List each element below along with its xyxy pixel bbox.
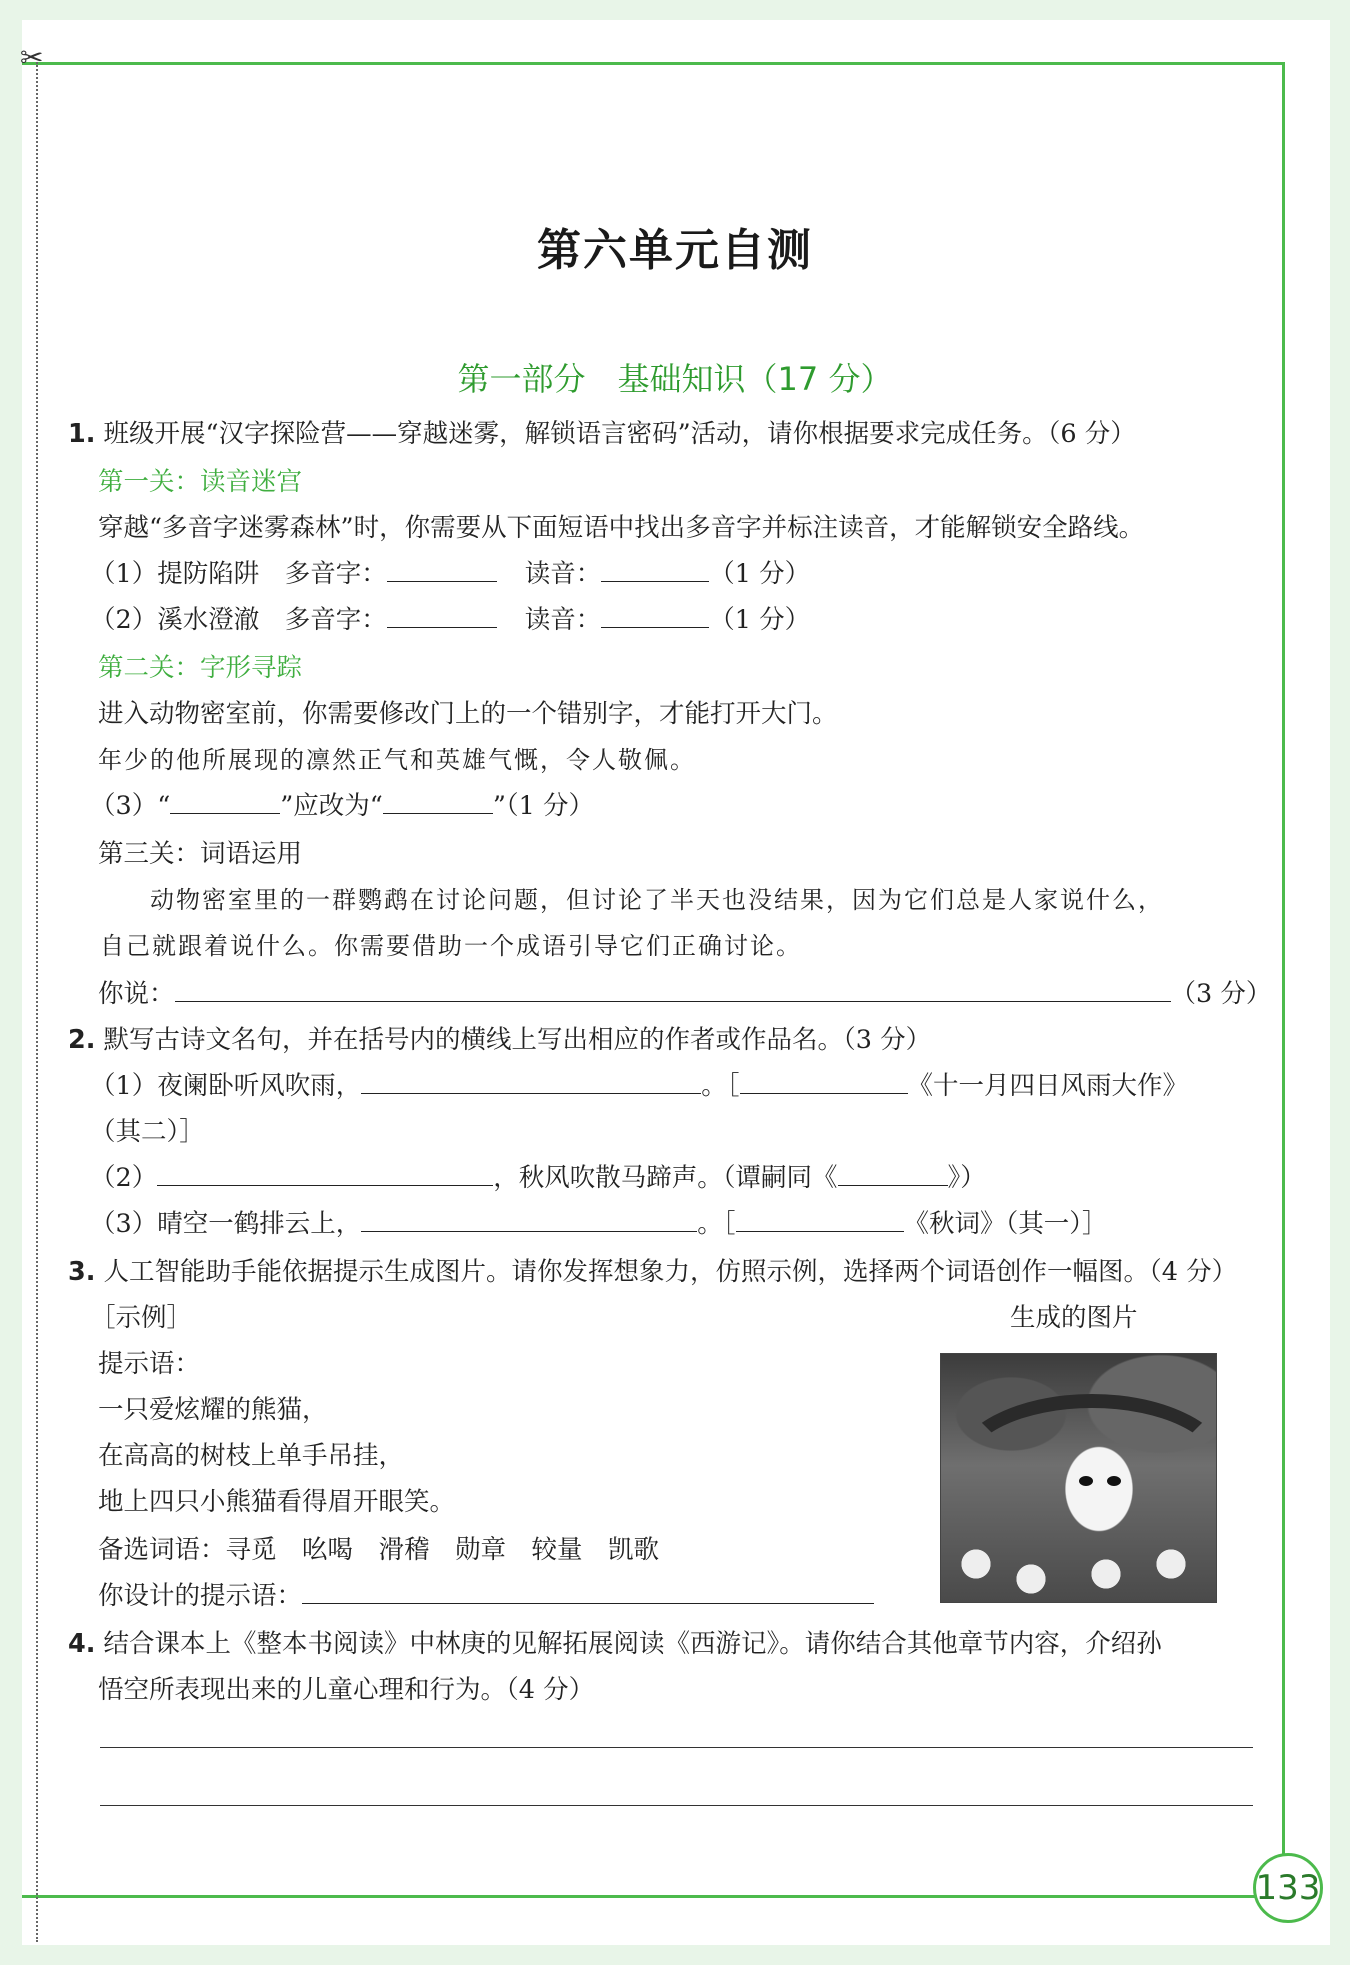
q2-line3-blank[interactable] [361,1207,697,1232]
q2-line2-pre: （2） [90,1163,158,1193]
q1-item1-score: （1 分） [709,559,811,589]
q2-line2-end: 》） [947,1163,986,1193]
q3-number: 3. [68,1257,96,1287]
q1-item1-polyphone-blank[interactable] [387,557,497,582]
q3-your-prompt-blank[interactable] [302,1579,874,1604]
q1-item2 [90,602,810,638]
panda-eye-right [1107,1476,1121,1486]
q1-story-line2: 自己就跟着说什么。你需要借助一个成语引导它们正确讨论。 [100,932,802,960]
q4-stem [68,1626,1162,1662]
q2-line1-cont: （其二）］ [90,1117,205,1147]
q4-answer-line-2[interactable] [100,1805,1253,1806]
q2-line3-author-blank[interactable] [736,1207,904,1232]
part-heading: 第一部分 基础知识（17 分） [457,360,893,398]
q1-stem-text: 班级开展“汉字探险营——穿越迷雾，解锁语言密码”活动，请你根据要求完成任务。（6 分） [103,419,1136,449]
q1-story-line1: 动物密室里的一群鹦鹉在讨论问题，但讨论了半天也没结果，因为它们总是人家说什么， [150,886,1164,914]
q3-prompt-label: 提示语： [98,1349,201,1379]
q1-item1-label: （1）提防陷阱 多音字： [90,559,387,589]
q2-line1-author-blank[interactable] [740,1069,908,1094]
q1-say [98,976,1271,1012]
q3-prompt-line3: 地上四只小熊猫看得眉开眼笑。 [98,1487,456,1517]
cut-line [36,62,38,1942]
q1-item2-reading-label: 读音： [524,605,602,635]
q2-line1-mid: 。［ [701,1071,740,1101]
frame-bottom-border [22,1895,1285,1898]
q3-your-prompt-label: 你设计的提示语： [98,1581,303,1611]
q1-item1 [90,556,810,592]
q3-image-caption: 生成的图片 [1010,1303,1138,1333]
q1-item2-label: （2）溪水澄澈 多音字： [90,605,387,635]
frame-right-border [1282,62,1285,1897]
q3-words [98,1532,659,1568]
q3-words-list: 寻觅 吆喝 滑稽 勋章 较量 凯歌 [225,1535,660,1565]
q1-say-label: 你说： [98,979,175,1009]
q1-item3-wrong-blank[interactable] [170,789,280,814]
q2-line3-end: 《秋词》（其一）］ [903,1209,1108,1239]
q4-number: 4. [68,1629,96,1659]
q1-intro1: 穿越“多音字迷雾森林”时，你需要从下面短语中找出多音字并标注读音，才能解锁安全路线。 [98,513,1145,543]
q1-item1-reading-label: 读音： [524,559,602,589]
q1-item3-label: （3）“ [90,791,171,821]
q3-prompt-line1: 一只爱炫耀的熊猫， [98,1395,328,1425]
q1-sentence: 年少的他所展现的凛然正气和英雄气慨，令人敬佩。 [98,746,696,774]
q3-stem-text: 人工智能助手能依据提示生成图片。请你发挥想象力，仿照示例，选择两个词语创作一幅图。（4 分） [103,1257,1238,1287]
panda-eye-left [1079,1476,1093,1486]
q1-say-blank[interactable] [175,977,1171,1002]
q1-level1: 第一关：读音迷宫 [98,467,303,497]
frame-top-border [22,62,1284,65]
generated-panda-image [940,1353,1217,1603]
q4-stem-line2: 悟空所表现出来的儿童心理和行为。（4 分） [98,1675,595,1705]
q3-your-prompt [98,1578,874,1614]
q1-item1-reading-blank[interactable] [601,557,709,582]
q2-line2 [90,1160,986,1196]
q2-line2-mid: ，秋风吹散马蹄声。（谭嗣同《 [493,1163,838,1193]
q2-line2-work-blank[interactable] [838,1161,948,1186]
q2-line3 [90,1206,1108,1242]
q3-stem [68,1254,1237,1290]
q1-level3: 第三关：词语运用 [98,839,303,869]
page-title: 第六单元自测 [537,225,813,276]
tree-branch [953,1394,1231,1542]
q4-stem-line1: 结合课本上《整本书阅读》中林庚的见解拓展阅读《西游记》。请你结合其他章节内容，介绍孙 [103,1629,1162,1659]
scissors-icon: ✂ [20,41,44,74]
q1-item3-correct-blank[interactable] [383,789,493,814]
q3-example: ［示例］ [90,1303,193,1333]
q2-line3-mid: 。［ [697,1209,736,1239]
q2-line1-pre: （1）夜阑卧听风吹雨， [90,1071,362,1101]
q2-line1 [90,1068,1188,1104]
q1-item2-polyphone-blank[interactable] [387,603,497,628]
q2-line2-blank[interactable] [157,1161,493,1186]
q1-stem [68,416,1136,452]
q1-item2-score: （1 分） [709,605,811,635]
q2-line1-end: 《十一月四日风雨大作》 [907,1071,1189,1101]
q1-item3-end: ”（1 分） [492,791,594,821]
q3-prompt-line2: 在高高的树枝上单手吊挂， [98,1441,405,1471]
q1-number: 1. [68,419,96,449]
q2-stem [68,1022,931,1058]
page-number: 133 [1253,1853,1323,1923]
q2-stem-text: 默写古诗文名句，并在括号内的横线上写出相应的作者或作品名。（3 分） [103,1025,932,1055]
q1-say-score: （3 分） [1170,979,1272,1009]
q4-answer-line-1[interactable] [100,1747,1253,1748]
q2-line3-pre: （3）晴空一鹤排云上， [90,1209,362,1239]
q1-item3-mid: ”应改为“ [280,791,383,821]
q1-level2: 第二关：字形寻踪 [98,653,303,683]
q2-number: 2. [68,1025,96,1055]
q1-intro2: 进入动物密室前，你需要修改门上的一个错别字，才能打开大门。 [98,699,838,729]
q1-item3 [90,788,594,824]
q1-item2-reading-blank[interactable] [601,603,709,628]
q2-line1-blank[interactable] [361,1069,701,1094]
q3-words-label: 备选词语： [98,1535,226,1565]
